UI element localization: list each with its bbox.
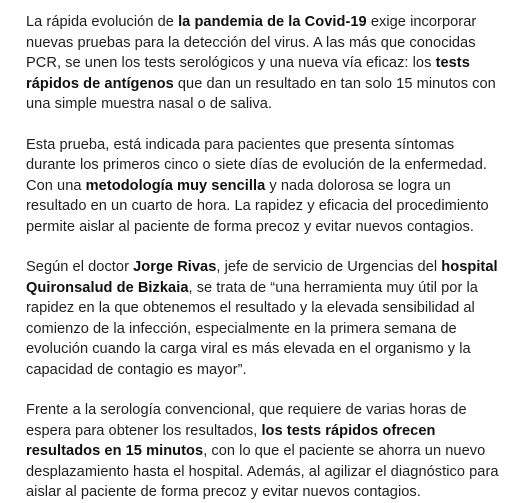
text-run: que dan un resultado en tan solo 15 minutos con una simple muestra nasal o de saliva. [26,75,496,112]
emphasis-pandemic: la pandemia de la Covid-19 [178,14,367,30]
text-run: Frente a la serología convencional, que requiere de varias horas de espera para obtener los resultados, [26,402,467,439]
text-run: y nada dolorosa se logra un resultado en un cuarto de hora. La rapidez y eficacia del procedimiento permite aislar al paciente de forma precoz y evitar nuevos contagios. [26,177,489,235]
text-run: , se trata de “una herramienta muy útil por la rapidez en la que obtenemos el resultado y la elevada sensibilidad al comienzo de la infección, especialmente en la primera semana de evolución cuando la carga viral es más elevada en el organismo y la capacidad de contagio es mayor”. [26,279,478,378]
text-run: Según el doctor [26,259,134,275]
text-run: exige incorporar nuevas pruebas para la detección del virus. A las más que conocidas PCR, se unen los tests serológicos y una nueva vía eficaz: los [26,14,477,71]
paragraph-serology-comparison [26,400,508,503]
emphasis-simple-method: metodología muy sencilla [85,177,266,194]
text-run: Esta prueba, está indicada para pacientes que presenta síntomas durante los primeros cinco o siete días de evolución de la enfermedad. Con una [26,136,488,194]
text-run: , jefe de servicio de Urgencias del [216,259,442,275]
text-run: La rápida evolución de [26,14,179,30]
paragraph-doctor-quote [26,257,508,380]
emphasis-fast-results: los tests rápidos ofrecen resultados en 15 minutos [26,422,436,459]
emphasis-doctor-name: Jorge Rivas [133,259,217,275]
emphasis-antigen-tests: tests rápidos de antígenos [26,55,470,92]
paragraph-pandemic-intro [26,12,508,115]
emphasis-hospital-name: hospital Quironsalud de Bizkaia [26,259,498,296]
paragraph-test-indication [26,135,508,238]
text-run: , con lo que el paciente se ahorra un nuevo desplazamiento hasta el hospital. Además, al agilizar el diagnóstico para aislar al paciente de forma precoz y evitar nuevos contagios. [26,443,499,500]
